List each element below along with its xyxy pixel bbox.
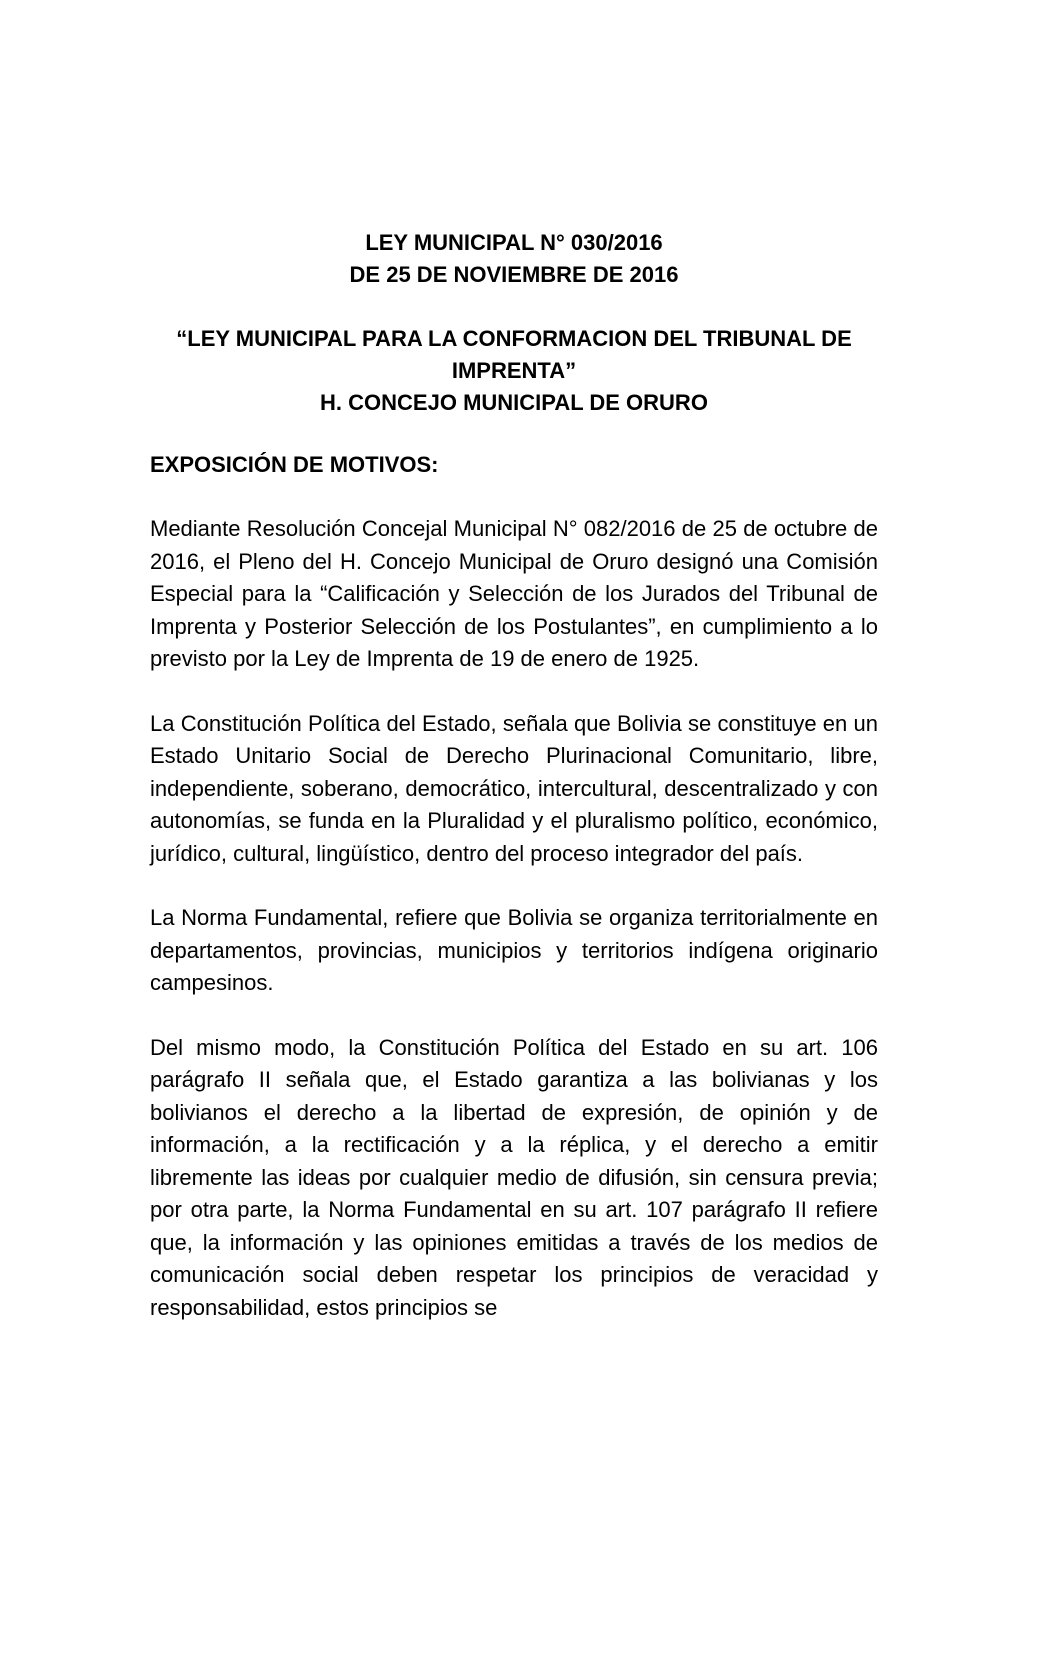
paragraph-2: La Constitución Política del Estado, señala que Bolivia se constituye en un Estado Unitario Social de Derecho Plurinacional Comunitario, libre, independiente, soberano, democrático, intercultural, descentralizado y con autonomías, se funda en la Pluralidad y el pluralismo político, económico, jurídico, cultural, lingüístico, dentro del proceso integrador del país. [150,710,878,866]
paragraph-1: Mediante Resolución Concejal Municipal N° 082/2016 de 25 de octubre de 2016, el Pleno del H. Concejo Municipal de Oruro designó una Comisión Especial para la “Calificación y Selección de los Jurados del Tribunal de Imprenta y Posterior Selección de los Postulantes”, en cumplimiento a lo previsto por la Ley de Imprenta de 19 de enero de 1925. [150,516,878,671]
paragraph-3: La Norma Fundamental, refiere que Bolivia se organiza territorialmente en departamentos, provincias, municipios y territorios indígena originario campesinos. [150,905,878,995]
law-date: DE 25 DE NOVIEMBRE DE 2016 [349,262,679,287]
law-number: LEY MUNICIPAL N° 030/2016 [365,230,663,255]
law-title-line-2: IMPRENTA” [451,358,577,383]
paragraph-4: Del mismo modo, la Constitución Política del Estado en su art. 106 parágrafo II señala que, el Estado garantiza a las bolivianas y los bolivianos el derecho a la libertad de expresión, de opinión y de información, a la rectificación y a la réplica, y el derecho a emitir libremente las ideas por cualquier medio de difusión, sin censura previa; por otra parte, la Norma Fundamental en su art. 107 parágrafo II refiere que, la información y las opiniones emitidas a través de los medios de comunicación social deben respetar los principios de veracidad y responsabilidad, estos principios se [150,1034,878,1320]
law-title-line-1: “LEY MUNICIPAL PARA LA CONFORMACION DEL TRIBUNAL DE [176,326,852,351]
title-spacer [150,291,878,323]
document-title-block [150,227,878,419]
issuer-name: H. CONCEJO MUNICIPAL DE ORURO [320,390,708,415]
section-heading: EXPOSICIÓN DE MOTIVOS: [150,452,439,477]
document-body [150,227,878,1356]
